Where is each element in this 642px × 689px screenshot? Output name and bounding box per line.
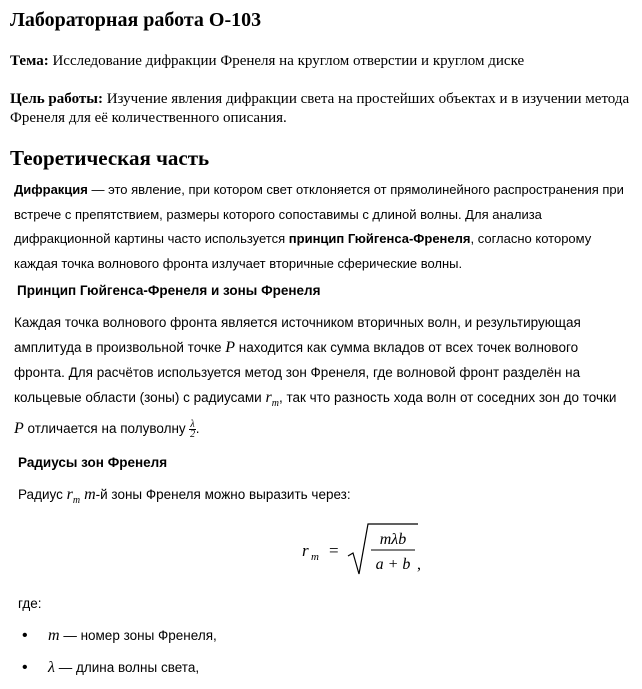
rm-symbol: $r_m$	[265, 389, 279, 410]
formula-r-sub: m	[311, 551, 319, 563]
huygens-paragraph	[14, 310, 628, 441]
theory-paragraph	[14, 178, 626, 276]
goal-label: Цель работы:	[10, 91, 103, 107]
huygens-part-3: , так что разность хода волн от соседних зон до точки	[278, 390, 617, 405]
radius-formula	[300, 520, 440, 580]
formula-numerator: mλb	[379, 531, 407, 548]
radii-heading: Радиусы зон Френеля	[18, 455, 168, 470]
point-p-symbol: P	[225, 339, 236, 356]
topic-text: Исследование дифракции Френеля на круглом отверстии и круглом диске	[48, 53, 525, 69]
topic-paragraph	[10, 53, 524, 70]
radii-intro: Радиус $r_m$ m-й зоны Френеля можно выразить через:	[18, 486, 351, 507]
theory-heading: Теоретическая часть	[10, 146, 210, 170]
huygens-part-1: Каждая точка волнового фронта является источником вторичных волн, и результирующая амплитуда в произвольной точке	[14, 315, 581, 355]
list-item: • λ — длина волны света,	[18, 654, 217, 686]
symbol-list	[18, 622, 217, 686]
page-title: Лабораторная работа О-103	[10, 9, 262, 31]
point-p-symbol-2: P	[14, 420, 24, 438]
theory-term: Дифракция	[14, 182, 88, 197]
huygens-heading: Принцип Гюйгенса-Френеля и зоны Френеля	[17, 283, 321, 298]
theory-principle: принцип Гюйгенса-Френеля	[288, 231, 471, 246]
formula-r: r	[302, 541, 309, 560]
theory-text-1: — это явление, при котором свет отклоняется от прямолинейного распространения при встрече с препятствием, размеры которого сопоставимы с длиной волны. Для анализа дифракционной картины часто используется	[14, 182, 624, 246]
huygens-part-2: находится как сумма вкладов от всех точек волнового фронта. Для расчётов используется метод зон Френеля, где волновой фронт разделён на кольцевые области (зоны) с радиусами	[14, 340, 581, 405]
where-label: где:	[18, 596, 42, 611]
goal-text: Изучение явления дифракции света на простейших объектах и в изучении метода Френеля для её количественного описания.	[10, 91, 630, 126]
theory-text-2: , согласно которому каждая точка волнового фронта излучает вторичные сферические волны.	[14, 231, 592, 271]
huygens-end: .	[195, 421, 200, 437]
formula-equals: =	[329, 541, 339, 560]
formula-denominator: a + b	[375, 556, 411, 573]
half-wave-fraction: $\frac{\lambda}{2}$	[190, 419, 196, 441]
topic-label: Тема:	[10, 53, 49, 69]
goal-paragraph	[10, 90, 630, 128]
huygens-part-4: отличается на полуволну	[23, 421, 190, 437]
formula-comma: ,	[417, 556, 421, 573]
list-item: • m — номер зоны Френеля,	[18, 622, 217, 654]
